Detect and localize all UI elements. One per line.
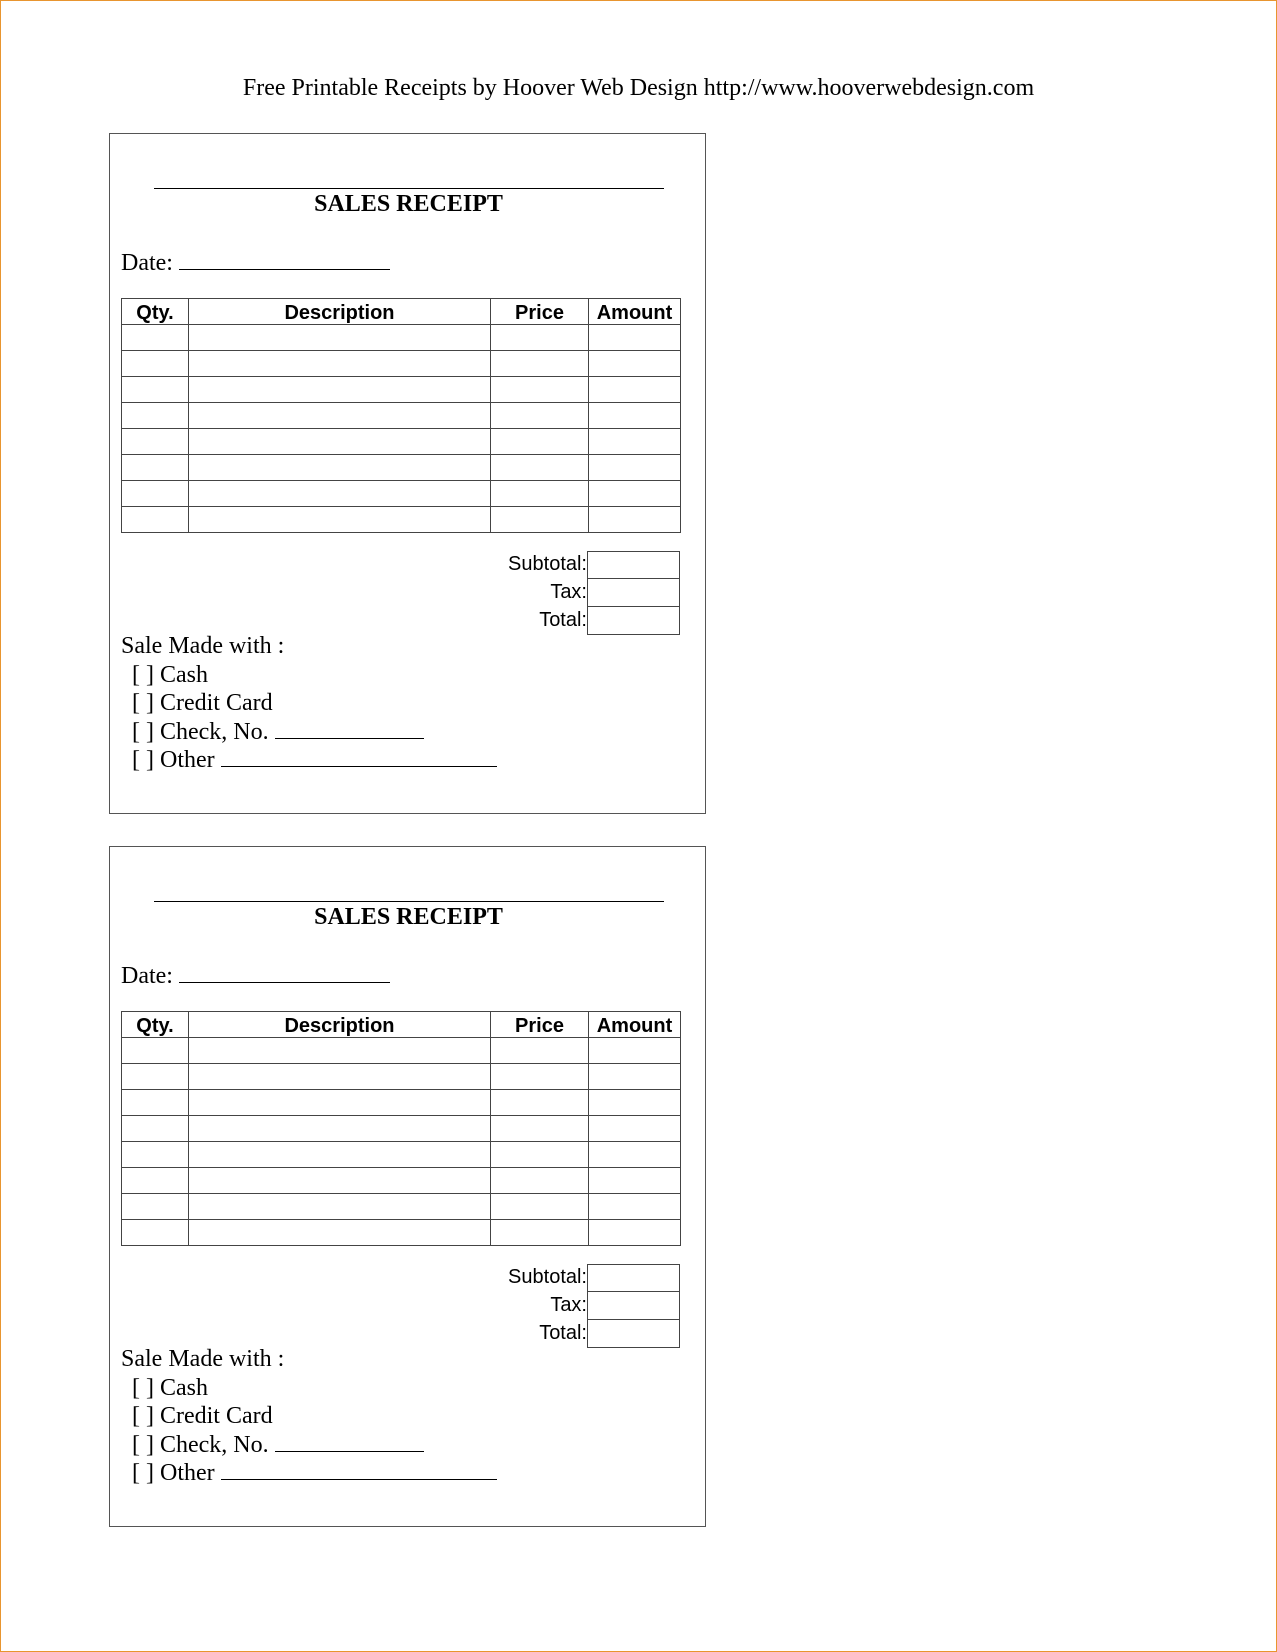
payment-method-block [121,632,497,775]
date-blank[interactable] [179,249,390,270]
amount-cell[interactable] [589,1090,681,1116]
price-cell[interactable] [491,403,589,429]
table-row [122,507,681,533]
total-label: Total: [539,609,587,631]
amount-cell[interactable] [589,377,681,403]
credit-card-option[interactable] [121,1402,497,1431]
items-table [121,298,681,533]
qty-cell[interactable] [122,1116,189,1142]
description-cell[interactable] [189,1038,491,1064]
description-cell[interactable] [189,377,491,403]
total-box[interactable] [587,607,680,635]
description-cell[interactable] [189,351,491,377]
totals-block [121,551,680,635]
description-cell[interactable] [189,1194,491,1220]
subtotal-box[interactable] [587,551,680,579]
description-cell[interactable] [189,1064,491,1090]
amount-cell[interactable] [589,507,681,533]
tax-box[interactable] [587,1292,680,1320]
price-header: Price [491,299,589,325]
other-option[interactable] [121,1459,497,1488]
table-row [122,1142,681,1168]
description-cell[interactable] [189,481,491,507]
cash-option-label: [ ] Cash [132,1374,208,1401]
qty-cell[interactable] [122,377,189,403]
price-cell[interactable] [491,481,589,507]
other-blank[interactable] [221,1459,497,1480]
other-option-label: [ ] Other [132,747,215,773]
credit-card-option[interactable] [121,689,497,718]
qty-cell[interactable] [122,1168,189,1194]
qty-cell[interactable] [122,429,189,455]
description-cell[interactable] [189,507,491,533]
table-row [122,351,681,377]
total-label: Total: [539,1322,587,1344]
subtotal-row [121,551,680,579]
qty-cell[interactable] [122,507,189,533]
table-header-row [122,299,681,325]
sales-receipt-form [109,133,706,814]
price-cell[interactable] [491,1038,589,1064]
amount-cell[interactable] [589,1142,681,1168]
credit-card-option-label: [ ] Credit Card [132,1403,273,1429]
other-option-label: [ ] Other [132,1460,215,1486]
total-row [121,1320,680,1348]
table-row [122,403,681,429]
items-table [121,1011,681,1246]
qty-cell[interactable] [122,403,189,429]
total-box[interactable] [587,1320,680,1348]
qty-cell[interactable] [122,481,189,507]
qty-header: Qty. [122,1012,189,1038]
price-cell[interactable] [491,1194,589,1220]
description-cell[interactable] [189,1168,491,1194]
amount-cell[interactable] [589,1116,681,1142]
tax-row [121,1292,680,1320]
description-cell[interactable] [189,1220,491,1246]
amount-header: Amount [589,299,681,325]
cash-option-label: [ ] Cash [132,661,208,688]
table-row [122,1064,681,1090]
other-blank[interactable] [221,746,497,767]
table-row [122,1116,681,1142]
table-row [122,1194,681,1220]
totals-block [121,1264,680,1348]
description-header: Description [189,299,491,325]
amount-header: Amount [589,1012,681,1038]
table-row [122,1038,681,1064]
cash-option[interactable] [121,1374,497,1403]
tax-row [121,579,680,607]
amount-cell[interactable] [589,351,681,377]
price-cell[interactable] [491,429,589,455]
receipt-title: SALES RECEIPT [314,904,503,930]
amount-cell[interactable] [589,429,681,455]
business-name-blank[interactable] [154,871,664,902]
qty-cell[interactable] [122,455,189,481]
payment-label: Sale Made with : [121,633,285,659]
table-row [122,429,681,455]
qty-cell[interactable] [122,351,189,377]
check-option-label: [ ] Check, No. [132,718,269,745]
payment-method-block [121,1345,497,1488]
description-cell[interactable] [189,1116,491,1142]
table-row [122,377,681,403]
price-cell[interactable] [491,1142,589,1168]
price-cell[interactable] [491,455,589,481]
amount-cell[interactable] [589,1064,681,1090]
date-label: Date: [121,963,173,989]
other-option[interactable] [121,746,497,775]
amount-cell[interactable] [589,1038,681,1064]
price-cell[interactable] [491,1116,589,1142]
price-cell[interactable] [491,1168,589,1194]
qty-cell[interactable] [122,1038,189,1064]
payment-label: Sale Made with : [121,1346,285,1372]
check-option[interactable] [121,1431,497,1460]
description-header: Description [189,1012,491,1038]
table-row [122,1168,681,1194]
date-label: Date: [121,250,173,276]
qty-cell[interactable] [122,1142,189,1168]
amount-cell[interactable] [589,481,681,507]
total-row [121,607,680,635]
description-cell[interactable] [189,429,491,455]
price-cell[interactable] [491,1220,589,1246]
description-cell[interactable] [189,403,491,429]
date-row [121,962,390,990]
table-row [122,1220,681,1246]
check-option-label: [ ] Check, No. [132,1431,269,1458]
price-cell[interactable] [491,1090,589,1116]
amount-cell[interactable] [589,1194,681,1220]
price-cell[interactable] [491,1064,589,1090]
business-name-blank[interactable] [154,158,664,189]
subtotal-label: Subtotal: [508,1266,587,1288]
tax-label: Tax: [550,581,587,603]
table-row [122,325,681,351]
description-cell[interactable] [189,325,491,351]
price-cell[interactable] [491,351,589,377]
check-option[interactable] [121,718,497,747]
price-cell[interactable] [491,377,589,403]
amount-cell[interactable] [589,455,681,481]
qty-cell[interactable] [122,1090,189,1116]
tax-label: Tax: [550,1294,587,1316]
tax-box[interactable] [587,579,680,607]
price-header: Price [491,1012,589,1038]
description-cell[interactable] [189,1142,491,1168]
qty-cell[interactable] [122,1220,189,1246]
table-row [122,455,681,481]
description-cell[interactable] [189,455,491,481]
amount-cell[interactable] [589,325,681,351]
sales-receipt-form [109,846,706,1527]
page-header: Free Printable Receipts by Hoover Web Design http://www.hooverwebdesign.com [242,75,1035,101]
subtotal-box[interactable] [587,1264,680,1292]
subtotal-label: Subtotal: [508,553,587,575]
amount-cell[interactable] [589,1220,681,1246]
amount-cell[interactable] [589,403,681,429]
qty-cell[interactable] [122,1194,189,1220]
check-number-blank[interactable] [275,1431,424,1452]
description-cell[interactable] [189,1090,491,1116]
qty-header: Qty. [122,299,189,325]
credit-card-option-label: [ ] Credit Card [132,690,273,716]
price-cell[interactable] [491,507,589,533]
table-row [122,1090,681,1116]
qty-cell[interactable] [122,325,189,351]
table-header-row [122,1012,681,1038]
check-number-blank[interactable] [275,718,424,739]
table-row [122,481,681,507]
receipt-title: SALES RECEIPT [314,191,503,217]
date-blank[interactable] [179,962,390,983]
qty-cell[interactable] [122,1064,189,1090]
cash-option[interactable] [121,661,497,690]
price-cell[interactable] [491,325,589,351]
subtotal-row [121,1264,680,1292]
date-row [121,249,390,277]
amount-cell[interactable] [589,1168,681,1194]
